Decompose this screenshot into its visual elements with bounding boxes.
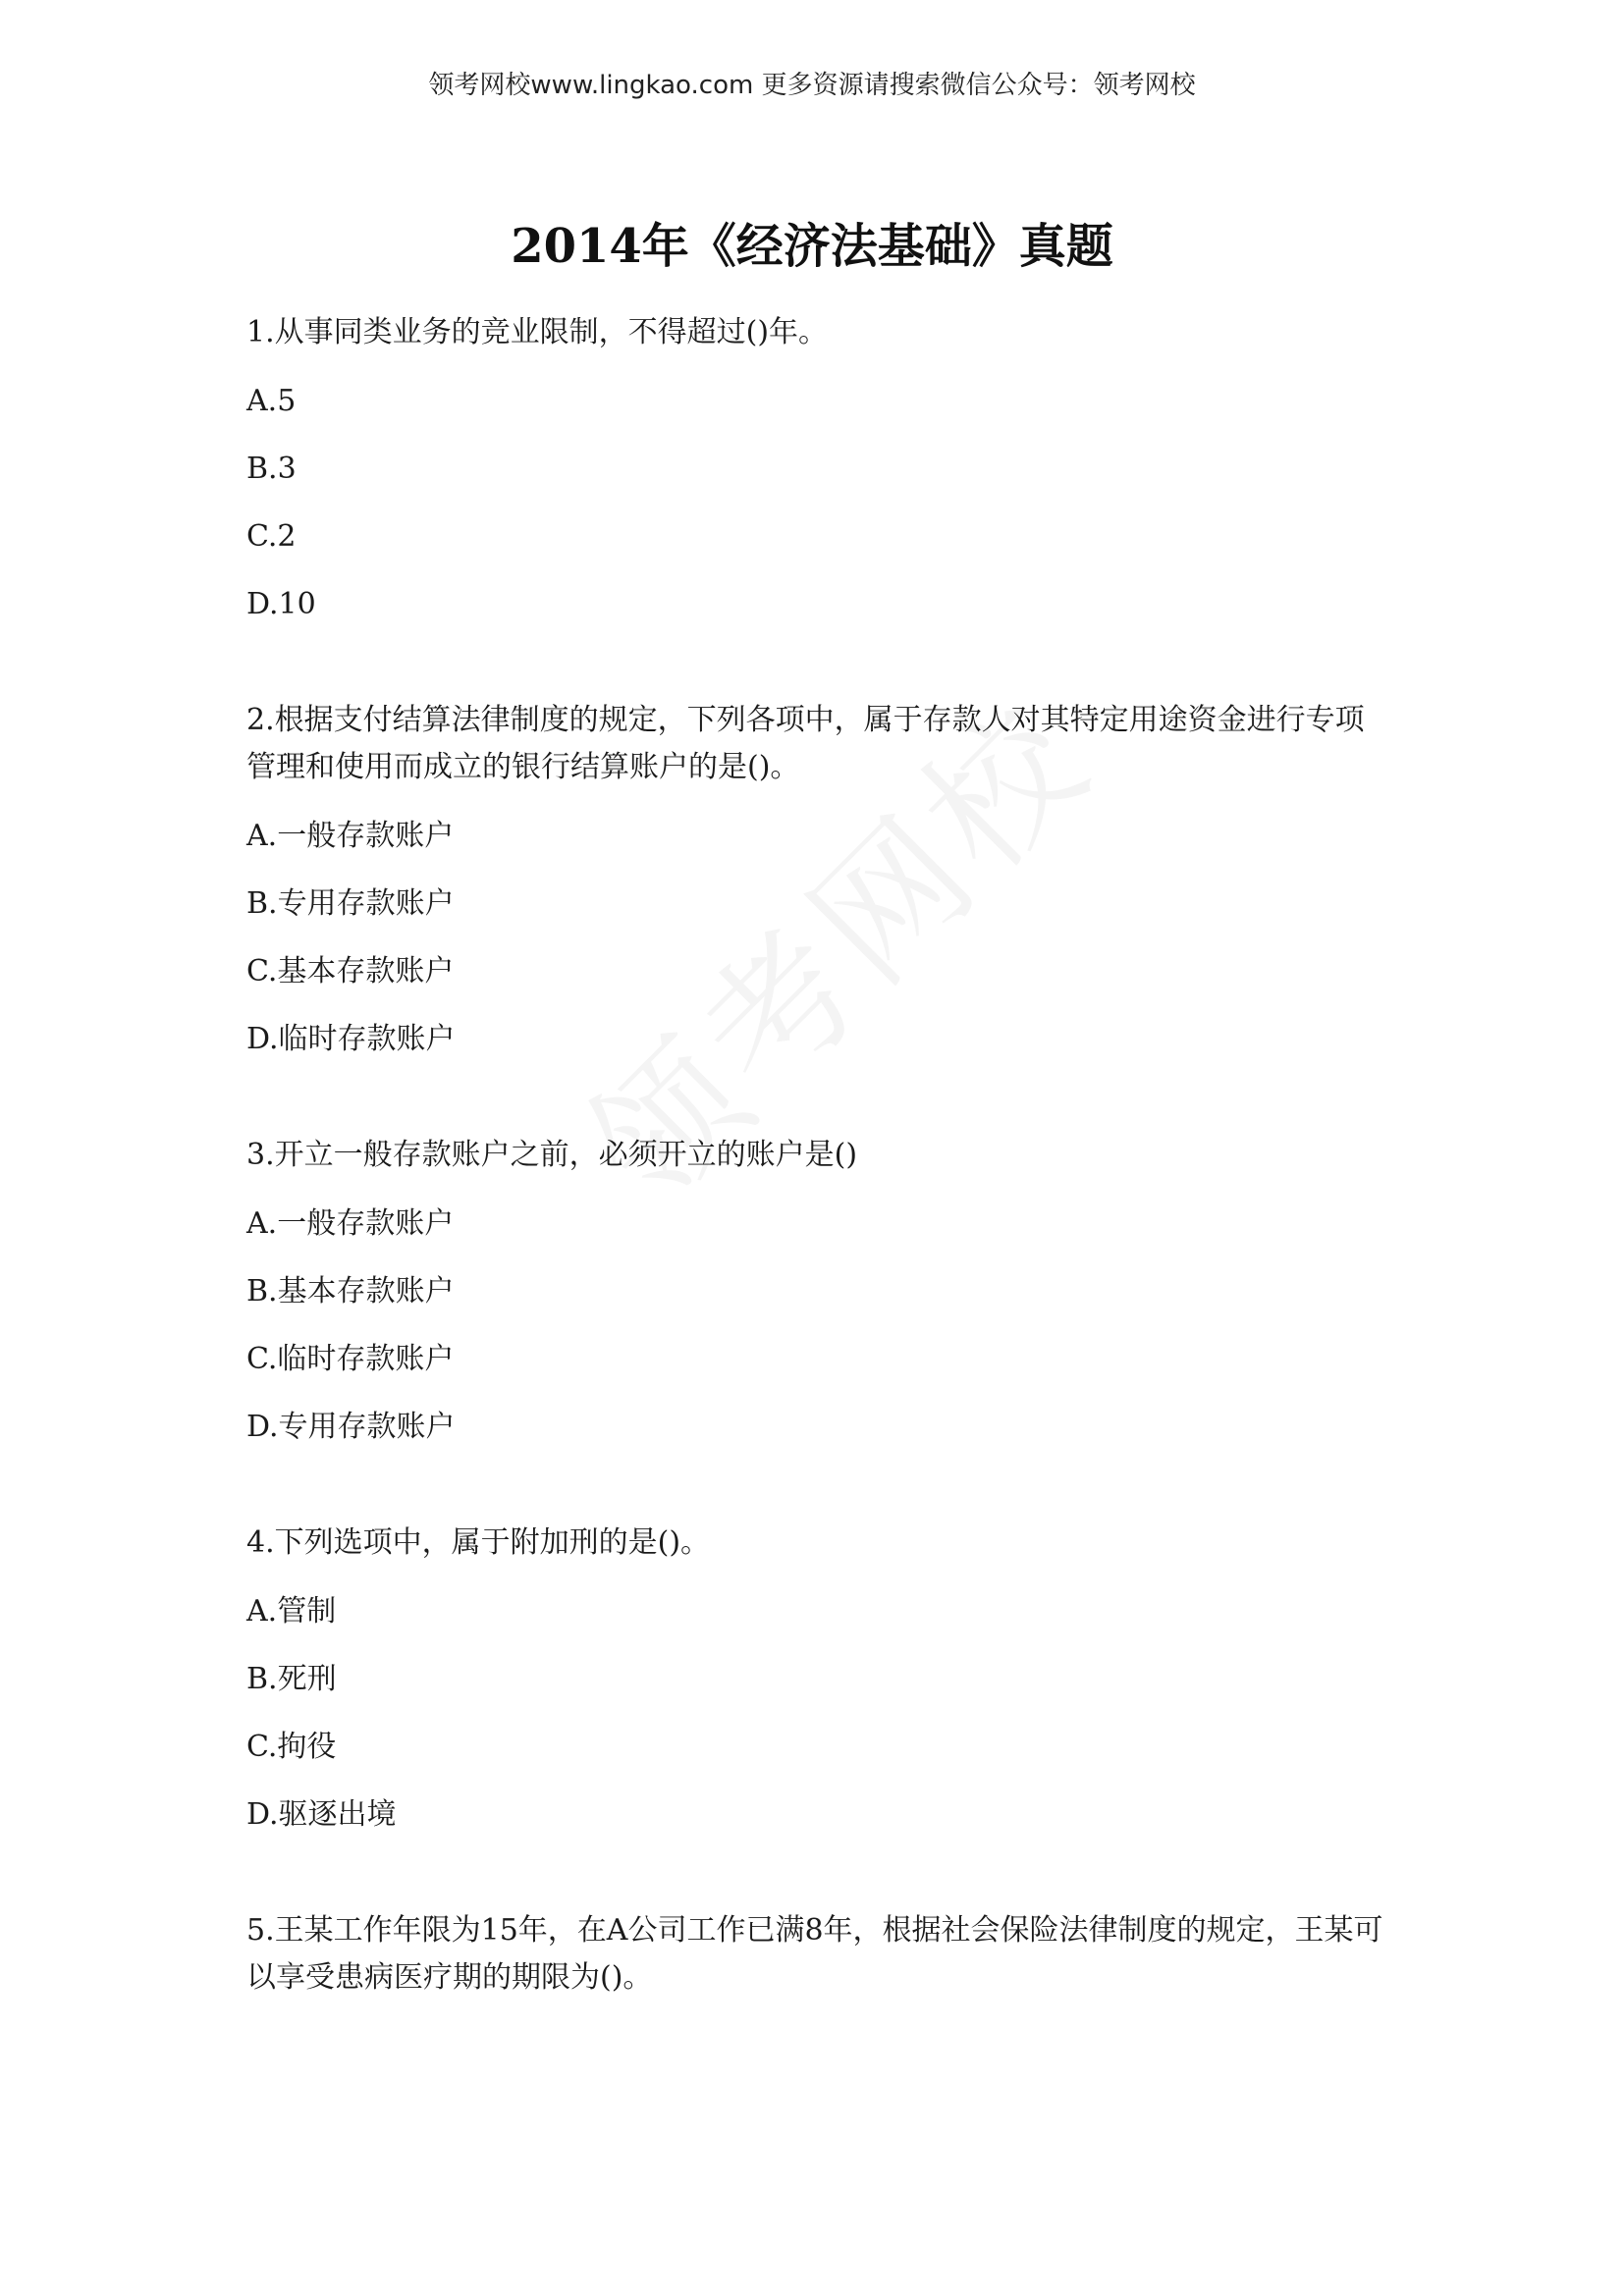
option-c: C.基本存款账户 — [246, 954, 455, 988]
question-1 — [246, 309, 1385, 628]
question-4 — [246, 1520, 1385, 1839]
option-c: C.临时存款账户 — [246, 1342, 455, 1376]
question-2 — [246, 697, 1385, 1063]
document-title: 2014年《经济法基础》真题 — [511, 219, 1113, 274]
option-c: C.2 — [246, 519, 297, 554]
option-b: B.基本存款账户 — [246, 1274, 455, 1308]
option-a: A.一般存款账户 — [246, 1206, 455, 1241]
option-b: B.专用存款账户 — [246, 886, 455, 921]
option-a: A.一般存款账户 — [246, 819, 455, 853]
option-a: A.管制 — [246, 1594, 337, 1629]
question-stem: 1.从事同类业务的竞业限制，不得超过()年。 — [246, 315, 829, 349]
question-stem: 3.开立一般存款账户之前，必须开立的账户是() — [246, 1138, 858, 1172]
question-list — [246, 309, 1385, 2070]
question-3 — [246, 1132, 1385, 1451]
question-stem: 5.王某工作年限为15年，在A公司工作已满8年，根据社会保险法律制度的规定，王某可以享受患病医疗期的期限为()。 — [246, 1913, 1383, 1995]
option-d: D.驱逐出境 — [246, 1797, 397, 1832]
question-5 — [246, 1907, 1385, 2002]
option-a: A.5 — [246, 384, 297, 418]
option-b: B.死刑 — [246, 1662, 337, 1696]
option-c: C.拘役 — [246, 1730, 337, 1764]
option-b: B.3 — [246, 452, 297, 486]
option-d: D.临时存款账户 — [246, 1022, 456, 1056]
page-header: 领考网校www.lingkao.com 更多资源请搜索微信公众号：领考网校 — [428, 71, 1196, 100]
question-stem: 4.下列选项中，属于附加刑的是()。 — [246, 1525, 711, 1560]
option-d: D.专用存款账户 — [246, 1410, 456, 1444]
question-stem: 2.根据支付结算法律制度的规定，下列各项中，属于存款人对其特定用途资金进行专项管理和使用而成立的银行结算账户的是()。 — [246, 703, 1365, 784]
option-d: D.10 — [246, 587, 316, 621]
